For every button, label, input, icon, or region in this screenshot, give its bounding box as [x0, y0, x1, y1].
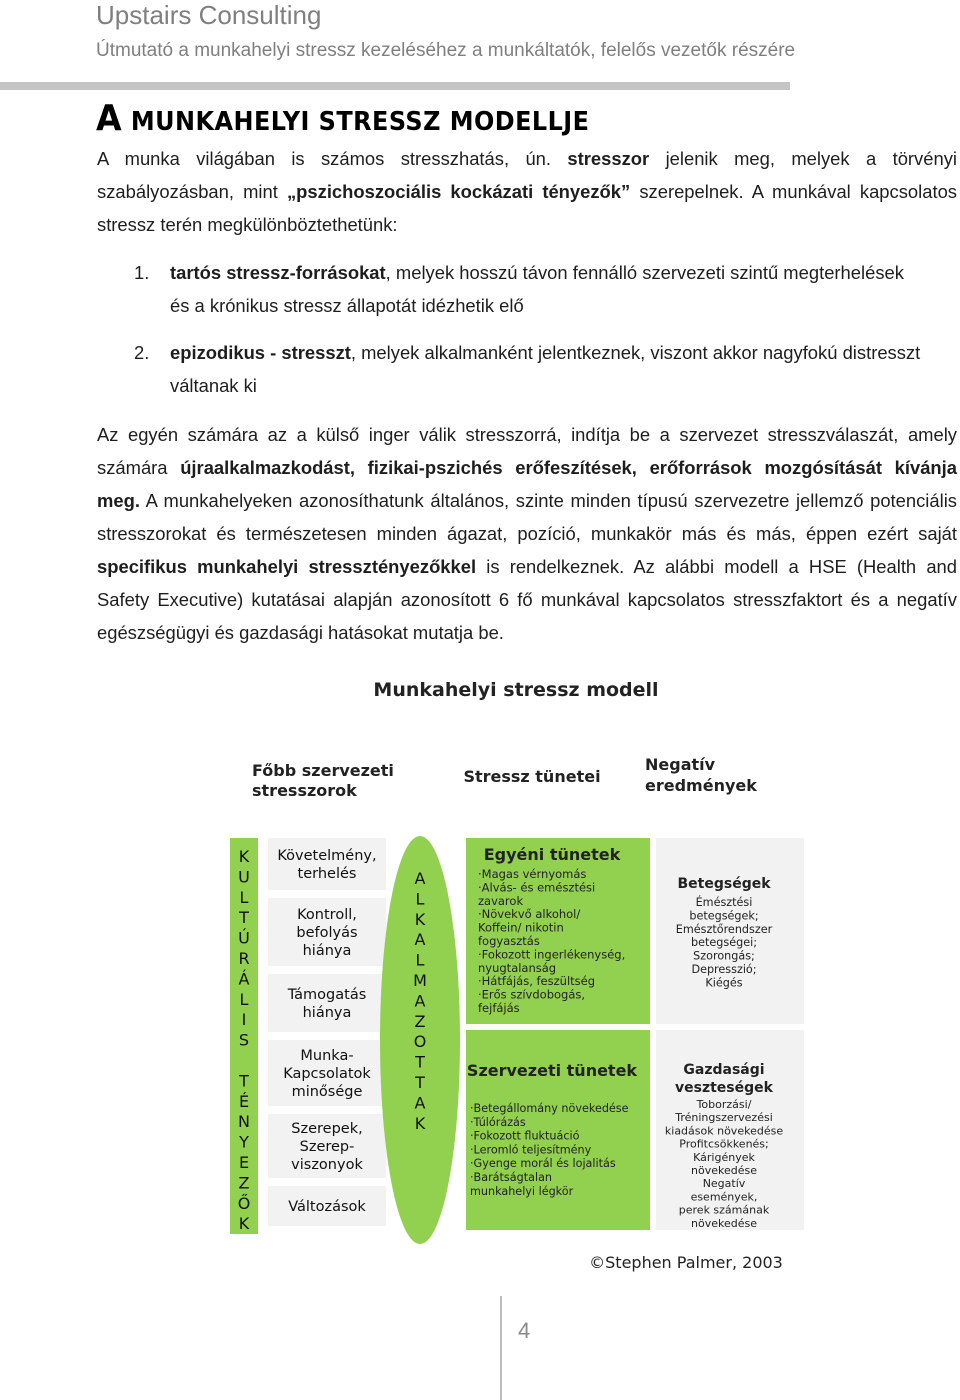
list-item: ·Alvás- és emésztési	[478, 880, 596, 895]
list-item: betegségei;	[691, 936, 757, 950]
diagram-title: Munkahelyi stressz modell	[373, 679, 659, 701]
stressor-label: minősége	[291, 1084, 363, 1100]
cultural-letter: U	[238, 867, 250, 887]
svg-text:Főbb szervezeti: Főbb szervezeti	[252, 761, 394, 780]
list-item: ·Barátságtalan	[470, 1171, 553, 1184]
stressor-label: hiánya	[302, 1005, 352, 1021]
adaptation-letter: K	[414, 1113, 426, 1133]
list-item: ·Túlórázás	[470, 1115, 526, 1129]
cultural-letter: L	[239, 989, 249, 1009]
section-title: A MUNKAHELYI STRESSZ MODELLJE	[96, 98, 590, 139]
svg-text:stresszorok: stresszorok	[252, 781, 357, 800]
adaptation-letter: A	[414, 869, 426, 888]
list-item: ·Betegállomány növekedése	[470, 1102, 629, 1115]
cultural-letter: N	[238, 1112, 250, 1132]
list-item: Kárigények	[693, 1150, 755, 1164]
organizational-symptoms-title: Szervezeti tünetek	[466, 1061, 638, 1080]
stressor-label: befolyás	[296, 925, 358, 941]
stressor-box	[268, 838, 386, 890]
list-item: ·Fokozott ingerlékenység,	[478, 947, 626, 962]
list-item: 2. epizodikus - stresszt, melyek alkalmanként jelentkeznek, viszont akkor nagyfokú distresszt váltanak ki	[134, 342, 921, 396]
cultural-letter: É	[238, 1091, 250, 1111]
stressor-label: Munka-	[300, 1048, 354, 1064]
adaptation-letter: M	[413, 971, 427, 990]
cultural-letter: E	[238, 1153, 250, 1172]
adaptation-letter: T	[415, 1052, 425, 1072]
svg-text:Gazdasági: Gazdasági	[683, 1062, 765, 1078]
list-item: Depresszió;	[691, 963, 757, 976]
cultural-letter: S	[238, 1030, 250, 1050]
adaptation-letter: T	[415, 1073, 425, 1092]
cultural-letter: T	[239, 1071, 249, 1091]
stressor-label: Támogatás	[287, 987, 367, 1003]
adaptation-letter: K	[414, 909, 426, 929]
stressor-label: Kontroll,	[297, 907, 357, 923]
stressor-label: terhelés	[297, 866, 357, 882]
list-item: munkahelyi légkör	[470, 1184, 574, 1198]
list-item: növekedése	[691, 1164, 757, 1177]
cultural-letter: Z	[238, 1173, 250, 1193]
list-item: ·Hátfájás, feszültség	[478, 974, 596, 989]
individual-symptoms-title: Egyéni tünetek	[483, 845, 621, 864]
list-item: Koffein/ nikotin	[478, 920, 564, 935]
list-item: ·Erős szívdobogás,	[478, 987, 586, 1002]
adaptation-letter: L	[415, 889, 425, 909]
list-item: fogyasztás	[478, 934, 540, 948]
stressor-label: hiánya	[302, 943, 352, 959]
list-item: betegségek;	[689, 909, 759, 923]
stressor-label: Szerepek,	[291, 1121, 363, 1137]
list-item: fejfájás	[478, 1001, 520, 1015]
adaptation-letter: A	[414, 1093, 426, 1113]
list-item: Émésztési	[695, 896, 753, 909]
copyright: ©Stephen Palmer, 2003	[589, 1253, 783, 1272]
adaptation-letter: A	[414, 930, 426, 950]
list-item: perek számának	[678, 1203, 770, 1217]
cultural-factors-letters	[238, 847, 251, 1233]
stressor-label: Kapcsolatok	[283, 1066, 371, 1082]
list-item: Profitcsökkenés;	[679, 1137, 769, 1151]
list-item: Emésztőrendszer	[675, 922, 773, 936]
list-item: zavarok	[478, 893, 524, 908]
cultural-letter: R	[238, 949, 250, 968]
body-paragraph: Az egyén számára az a külső inger válik stresszorrá, indítja be a szervezet stresszválaszát, amely számára újraalkalmazkodást, fizikai-pszichés erőfeszítések, erőforrások mozgósítását kívánja meg. A munkahelyeken azonosíthatunk általános, szinte minden típusú szervezetre jellemző potenciális stresszorokat és természetesen minden ágazat, pozíció, munkakör más és más, éppen ezért saját specifikus munkahelyi stressztényezőkkel is rendelkeznek. Az alábbi modell a HSE (Health and Safety Executive) kutatásai alapján azonosított 6 fő munkával kapcsolatos stresszfaktort és a negatív egészségügyi és gazdasági hatásokat mutatja be.	[97, 424, 958, 643]
adaptation-letter: L	[415, 950, 425, 970]
stressor-label: viszonyok	[291, 1157, 363, 1173]
cultural-letter: Á	[238, 969, 250, 989]
svg-text:Negatív: Negatív	[645, 755, 716, 774]
list-item: Szorongás;	[693, 949, 755, 963]
column-header-symptoms: Stressz tünetei	[463, 767, 601, 786]
footer-divider	[500, 1296, 502, 1400]
svg-text:veszteségek: veszteségek	[675, 1080, 773, 1096]
cultural-letter: I	[241, 1010, 247, 1030]
cultural-letter: Y	[239, 1132, 249, 1152]
list-item: események,	[690, 1190, 758, 1204]
list-item: Toborzási/	[696, 1098, 752, 1111]
cultural-letter: Ú	[238, 928, 250, 948]
stressor-label: Szerep-	[299, 1139, 355, 1155]
page-number: 4	[518, 1318, 531, 1343]
adaptation-letter: A	[414, 991, 426, 1011]
list-item: kiadások növekedése	[664, 1124, 784, 1138]
stressor-label: Változások	[288, 1199, 366, 1215]
diseases-title: Betegségek	[677, 876, 771, 892]
list-item: növekedése	[691, 1216, 757, 1230]
cultural-letter: K	[238, 847, 250, 866]
column-header-stressors	[252, 761, 394, 800]
cultural-letter: L	[239, 887, 249, 907]
list-item: nyugtalanság	[478, 960, 557, 975]
list-item: ·Leromló teljesítmény	[470, 1143, 592, 1157]
stressor-boxes	[268, 838, 386, 1226]
list-item: ·Növekvő alkohol/	[478, 907, 581, 922]
stressor-label: Követelmény,	[277, 848, 377, 864]
stressor-box	[268, 974, 386, 1032]
adaptation-letter: O	[413, 1032, 427, 1052]
header-divider	[0, 82, 790, 90]
stress-model-diagram	[0, 670, 960, 1290]
list-item: ·Magas vérnyomás	[478, 867, 587, 881]
list-item: 1. tartós stressz-forrásokat, melyek hosszú távon fennálló szervezeti szintű megterhelések és a krónikus stressz állapotát idézhetik elő	[134, 262, 904, 316]
cultural-letter: K	[238, 1214, 250, 1234]
company-name: Upstairs Consulting	[96, 0, 322, 30]
list-item: Kiégés	[705, 976, 743, 990]
svg-text:eredmények: eredmények	[645, 776, 757, 795]
list-item: Tréningszervezési	[675, 1111, 773, 1125]
list-item: ·Gyenge morál és lojalitás	[470, 1157, 616, 1171]
column-header-outcomes	[645, 755, 757, 795]
adaptation-letter: Z	[414, 1011, 426, 1031]
intro-paragraph: A munka világában is számos stresszhatás, ún. stresszor jelenik meg, melyek a törvényi szabályozásban, mint „pszichoszociális kockázati tényezők” szerepelnek. A munkával kapcsolatos stressz terén megkülönböztethetünk:	[97, 148, 957, 235]
cultural-letter: Ő	[237, 1193, 251, 1213]
document-subtitle: Útmutató a munkahelyi stressz kezeléséhez a munkáltatók, felelős vezetők részére	[96, 40, 796, 61]
cultural-letter: T	[239, 908, 249, 928]
list-item: ·Fokozott fluktuáció	[470, 1129, 580, 1143]
list-item: Negatív	[702, 1177, 746, 1191]
